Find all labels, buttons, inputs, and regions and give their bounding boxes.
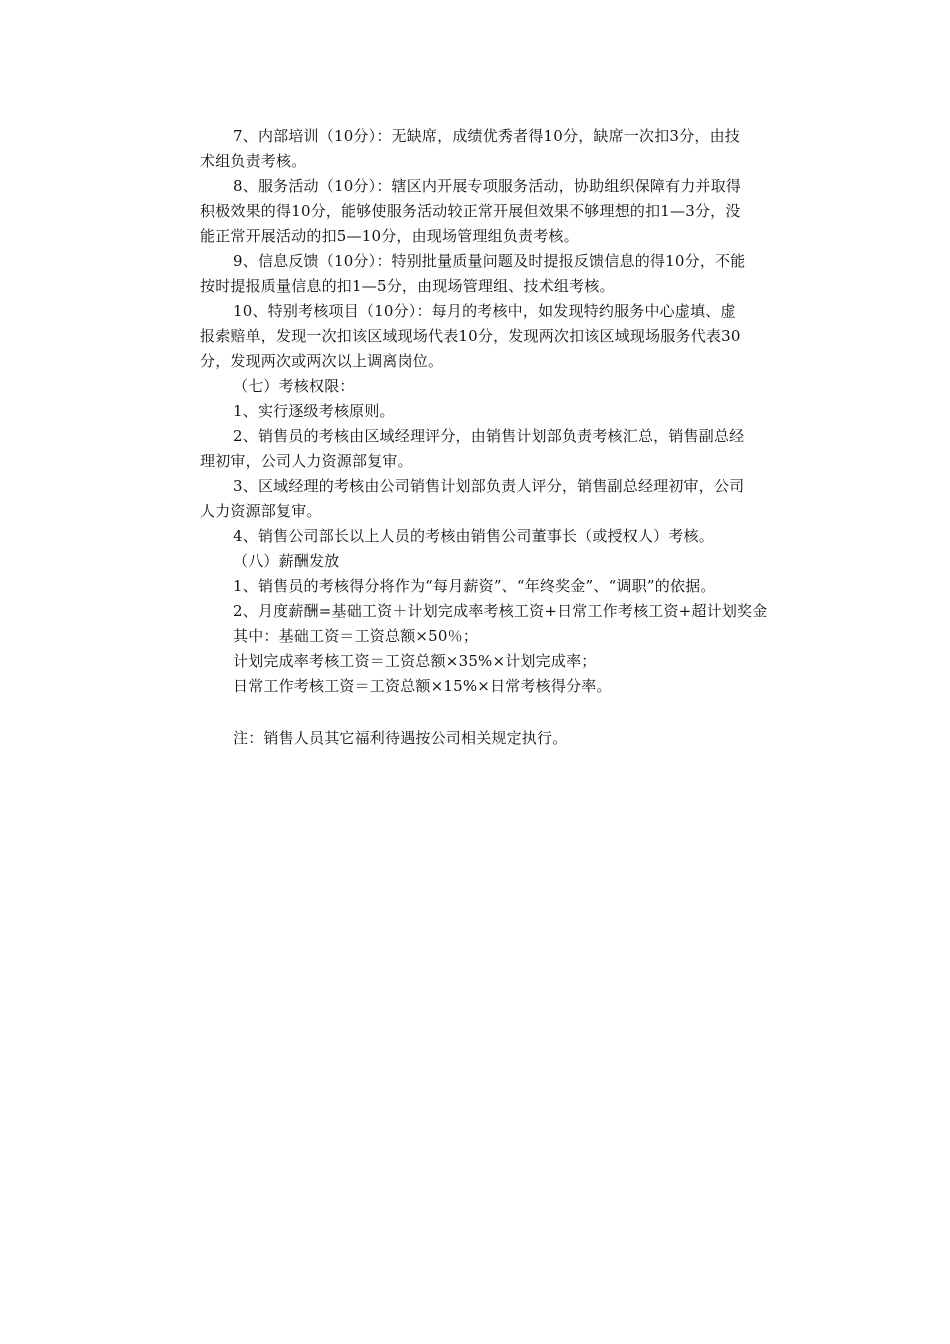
paragraph-line: 按时提报质量信息的扣1—5分，由现场管理组、技术组考核。 [200,277,615,295]
paragraph-line: 人力资源部复审。 [200,502,322,520]
document-body [200,124,805,751]
blank-spacer [200,699,805,726]
formula-line: 计划完成率考核工资＝工资总额×35%×计划完成率； [233,652,597,670]
paragraph-line: 10、特别考核项目（10分）：每月的考核中，如发现特约服务中心虚填、虚 [233,302,736,320]
section-heading: （七）考核权限： [233,377,355,395]
paragraph-line: 8、服务活动（10分）：辖区内开展专项服务活动，协助组织保障有力并取得 [233,177,742,195]
paragraph-line: 理初审，公司人力资源部复审。 [200,452,413,470]
paragraph-line: 3、区域经理的考核由公司销售计划部负责人评分，销售副总经理初审，公司 [233,477,745,495]
paragraph-line: 9、信息反馈（10分）：特别批量质量问题及时提报反馈信息的得10分，不能 [233,252,746,270]
note-line: 注：销售人员其它福利待遇按公司相关规定执行。 [233,729,568,747]
paragraph-line: 2、月度薪酬=基础工资＋计划完成率考核工资+日常工作考核工资+超计划奖金 [233,602,768,620]
paragraph-line: 4、销售公司部长以上人员的考核由销售公司董事长（或授权人）考核。 [233,527,714,545]
paragraph-line: 7、内部培训（10分）：无缺席，成绩优秀者得10分，缺席一次扣3分，由技 [233,127,740,145]
formula-line: 日常工作考核工资＝工资总额×15%×日常考核得分率。 [233,677,612,695]
paragraph-line: 1、销售员的考核得分将作为“每月薪资”、“年终奖金”、“调职”的依据。 [233,577,716,595]
paragraph-line: 积极效果的得10分，能够使服务活动较正常开展但效果不够理想的扣1—3分，没 [200,202,741,220]
paragraph-line: 报索赔单，发现一次扣该区域现场代表10分，发现两次扣该区域现场服务代表30 [200,327,741,345]
paragraph-line: 术组负责考核。 [200,152,307,170]
paragraph-line: 分，发现两次或两次以上调离岗位。 [200,352,444,370]
formula-line: 其中：基础工资＝工资总额×50％； [233,627,479,645]
paragraph-line: 能正常开展活动的扣5—10分，由现场管理组负责考核。 [200,227,579,245]
paragraph-line: 2、销售员的考核由区域经理评分，由销售计划部负责考核汇总，销售副总经 [233,427,745,445]
paragraph-line: 1、实行逐级考核原则。 [233,402,395,420]
section-heading: （八）薪酬发放 [233,552,340,570]
